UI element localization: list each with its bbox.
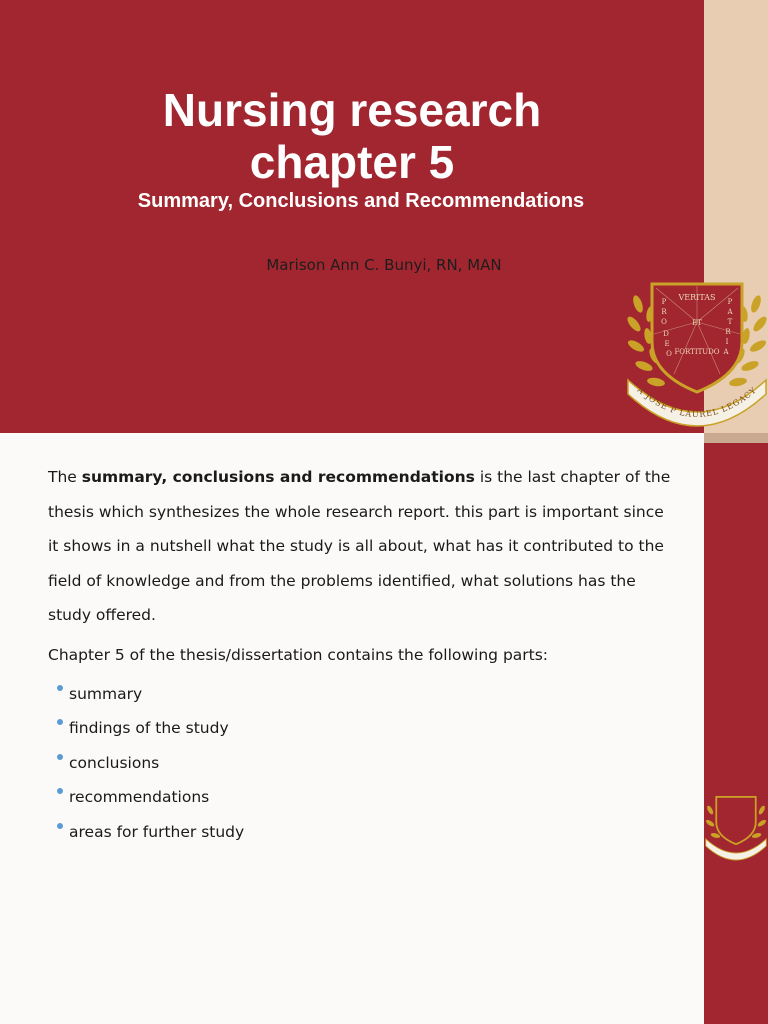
svg-text:R: R: [725, 328, 731, 336]
list-item: [48, 746, 678, 781]
bullet-icon: [57, 788, 63, 794]
svg-text:A: A: [727, 308, 733, 316]
list-item-label: summary: [69, 684, 143, 703]
svg-text:ET: ET: [692, 319, 702, 327]
svg-text:E: E: [664, 340, 670, 348]
svg-text:D: D: [663, 330, 669, 338]
svg-text:O: O: [666, 350, 672, 358]
slide-subtitle: Summary, Conclusions and Recommendations: [137, 190, 585, 212]
list-item-label: recommendations: [69, 788, 210, 806]
title-slide: [0, 0, 768, 433]
university-seal-logo: [624, 274, 768, 436]
list-item-label: findings of the study: [69, 719, 229, 737]
bullet-icon: [57, 823, 63, 829]
svg-text:FORTITUDO: FORTITUDO: [674, 348, 720, 356]
bullet-icon: [57, 719, 63, 725]
svg-text:P: P: [661, 298, 667, 306]
svg-text:T: T: [727, 318, 733, 326]
svg-text:O: O: [661, 318, 667, 326]
list-item: [48, 711, 678, 746]
chapter-description: [48, 460, 678, 849]
content-slide-side-bar: [704, 433, 768, 1024]
side-bar-accent: [704, 433, 768, 443]
svg-text:I: I: [725, 338, 729, 346]
svg-text:R: R: [661, 308, 667, 316]
author-name: Marison Ann C. Bunyi, RN, MAN: [266, 256, 502, 274]
intro-before: The: [48, 468, 82, 486]
bullet-icon: [57, 754, 63, 760]
intro-paragraph: [48, 460, 678, 633]
list-item: [48, 815, 678, 850]
intro-bold-phrase: summary, conclusions and recommendations: [81, 468, 475, 486]
list-item: [48, 780, 678, 815]
list-item-label: areas for further study: [69, 822, 245, 841]
svg-text:A JOSE P LAUREL LEGACY: A JOSE P LAUREL LEGACY: [635, 385, 759, 420]
svg-text:A: A: [723, 348, 729, 356]
svg-text:P: P: [727, 298, 733, 306]
intro-after: is the last chapter of the thesis which synthesizes the whole research report. this part is important since it shows in a nutshell what the study is all about, what has it contributed to the field of knowledge and from the problems identified, what solutions has the study offered.: [48, 468, 671, 624]
university-seal-logo-small: [704, 792, 768, 864]
bullet-icon: [57, 685, 63, 691]
parts-list: [48, 677, 678, 850]
slide-title-line2: chapter 5: [249, 136, 455, 188]
slide-title-line1: Nursing research: [162, 84, 542, 136]
svg-text:VERITAS: VERITAS: [678, 293, 716, 302]
list-item: [48, 677, 678, 712]
list-item-label: conclusions: [69, 753, 160, 772]
parts-lead: Chapter 5 of the thesis/dissertation contains the following parts:: [48, 645, 549, 664]
